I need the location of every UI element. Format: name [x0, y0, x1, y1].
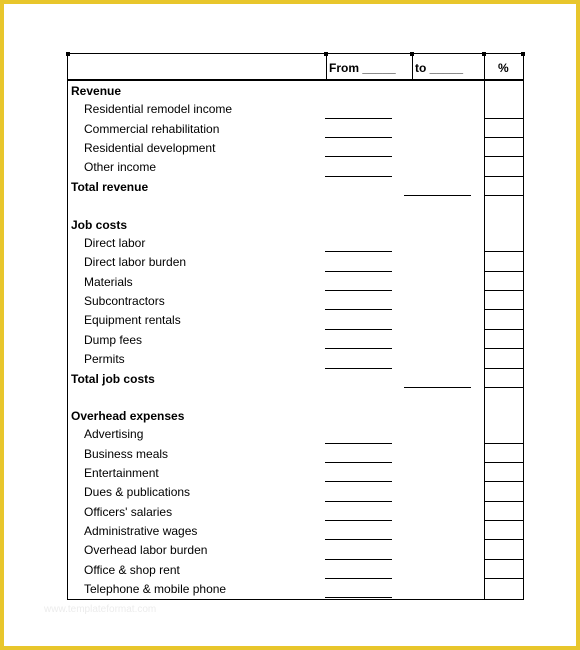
from-blank-line — [325, 520, 392, 521]
percent-cell-line — [485, 481, 523, 482]
percent-cell-line — [485, 118, 523, 119]
job-cost-item: Materials — [84, 275, 133, 289]
percent-cell-line — [485, 520, 523, 521]
from-blank-line — [325, 559, 392, 560]
revenue-item: Commercial rehabilitation — [84, 122, 220, 136]
from-blank-line — [325, 290, 392, 291]
table-bottom-border — [67, 599, 524, 600]
overhead-item: Telephone & mobile phone — [84, 582, 227, 596]
left-border — [67, 53, 68, 600]
overhead-item: Officers' salaries — [84, 505, 173, 519]
percent-cell-line — [485, 176, 523, 177]
corner-marker — [482, 52, 486, 56]
table-top-border — [67, 53, 524, 54]
corner-marker — [66, 52, 70, 56]
from-blank-line — [325, 539, 392, 540]
overhead-item: Administrative wages — [84, 524, 198, 538]
job-cost-item: Dump fees — [84, 333, 143, 347]
budget-table — [67, 53, 524, 600]
overhead-section-title: Overhead expenses — [71, 409, 185, 423]
header-bottom-border — [67, 79, 524, 81]
from-blank-line — [325, 348, 392, 349]
overhead-item: Entertainment — [84, 466, 159, 480]
job-cost-item: Direct labor burden — [84, 255, 187, 269]
from-blank-line — [325, 597, 392, 598]
from-blank-line — [325, 251, 392, 252]
percent-cell-line — [485, 137, 523, 138]
to-column-divider — [412, 53, 413, 81]
from-blank-line — [325, 368, 392, 369]
job-cost-item: Direct labor — [84, 236, 146, 250]
to-total-line — [404, 387, 471, 388]
from-blank-line — [325, 501, 392, 502]
revenue-item: Residential remodel income — [84, 102, 233, 116]
percent-cell-line — [485, 501, 523, 502]
overhead-item: Overhead labor burden — [84, 543, 208, 557]
percent-cell-line — [485, 329, 523, 330]
percent-cell-line — [485, 309, 523, 310]
from-blank-line — [325, 462, 392, 463]
corner-marker — [410, 52, 414, 56]
corner-marker — [324, 52, 328, 56]
from-blank-line — [325, 137, 392, 138]
from-period-header: From _____ — [329, 61, 396, 75]
percent-cell-line — [485, 387, 523, 388]
revenue-item: Other income — [84, 160, 157, 174]
percent-cell-line — [485, 559, 523, 560]
from-blank-line — [325, 309, 392, 310]
percent-cell-line — [485, 539, 523, 540]
job-cost-item: Subcontractors — [84, 294, 165, 308]
job-cost-item: Permits — [84, 352, 125, 366]
from-column-divider — [326, 53, 327, 81]
percent-cell-line — [485, 195, 523, 196]
percent-cell-line — [485, 290, 523, 291]
watermark: www.templateformat.com — [44, 604, 157, 615]
document-page — [4, 4, 576, 646]
corner-marker — [521, 52, 525, 56]
from-blank-line — [325, 176, 392, 177]
job-cost-item: Equipment rentals — [84, 313, 181, 327]
job-costs-section-title: Job costs — [71, 218, 128, 232]
percent-cell-line — [485, 578, 523, 579]
from-blank-line — [325, 156, 392, 157]
from-blank-line — [325, 481, 392, 482]
percent-cell-line — [485, 368, 523, 369]
to-period-header: to _____ — [415, 61, 464, 75]
percent-cell-line — [485, 348, 523, 349]
right-border — [523, 53, 524, 600]
percent-header: % — [498, 61, 509, 75]
overhead-item: Business meals — [84, 447, 169, 461]
from-blank-line — [325, 443, 392, 444]
revenue-section-title: Revenue — [71, 84, 122, 98]
revenue-item: Residential development — [84, 141, 216, 155]
percent-column-border — [484, 53, 485, 600]
percent-cell-line — [485, 271, 523, 272]
from-blank-line — [325, 578, 392, 579]
percent-cell-line — [485, 443, 523, 444]
overhead-item: Dues & publications — [84, 485, 191, 499]
overhead-item: Office & shop rent — [84, 563, 180, 577]
overhead-item: Advertising — [84, 427, 144, 441]
total-revenue-label: Total revenue — [71, 180, 149, 194]
percent-cell-line — [485, 156, 523, 157]
total-job-costs-label: Total job costs — [71, 372, 155, 386]
from-blank-line — [325, 271, 392, 272]
from-blank-line — [325, 329, 392, 330]
from-blank-line — [325, 118, 392, 119]
to-total-line — [404, 195, 471, 196]
percent-cell-line — [485, 251, 523, 252]
percent-cell-line — [485, 462, 523, 463]
